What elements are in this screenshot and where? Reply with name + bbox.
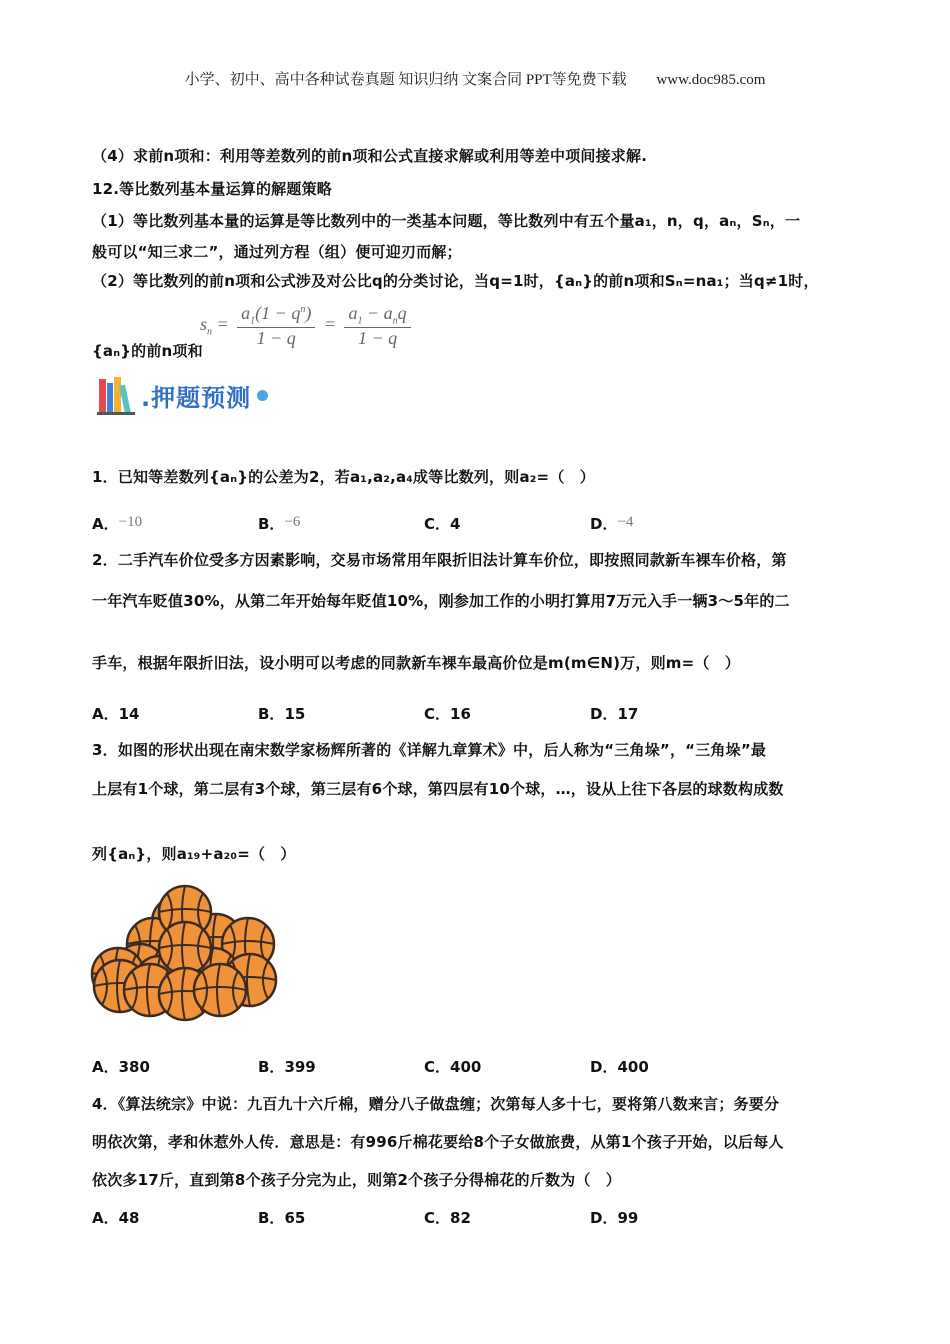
intro-item4: （4）求前n项和：利用等差数列的前n项和公式直接求解或利用等差中项间接求解. [92,147,648,165]
question-2-line2: 一年汽车贬值30%，从第二年开始每年贬值10%，刚参加工作的小明打算用7万元入手一辆3～5年的二 [92,592,790,610]
question-4-line2: 明依次第，孝和休惹外人传．意思是：有996斤棉花要给8个子女做旅费，从第1个孩子开始，以后每人 [92,1133,784,1151]
section12-p2-line2: {aₙ}的前n项和 [92,342,203,360]
q3-option-d[interactable]: D．400 [590,1058,649,1076]
q3-option-b[interactable]: B．399 [258,1058,316,1076]
q4-option-a[interactable]: A．48 [92,1209,140,1227]
section12-p1-line1: （1）等比数列基本量的运算是等比数列中的一类基本问题，等比数列中有五个量a₁，n，q，aₙ，Sₙ，一 [92,212,801,230]
header-title: 小学、初中、高中各种试卷真题 知识归纳 文案合同 PPT等免费下载 [184,72,627,88]
q1-option-d[interactable]: D．−4 [590,514,634,533]
section12-p1-line2: 般可以“知三求二”，通过列方程（组）便可迎刃而解； [92,243,462,261]
q4-option-c[interactable]: C．82 [424,1209,471,1227]
q3-option-c[interactable]: C．400 [424,1058,482,1076]
q2-option-c[interactable]: C．16 [424,705,471,723]
q4-option-d[interactable]: D．99 [590,1209,639,1227]
banner-label: .押题预测 [141,383,252,412]
question-2-line1: 2．二手汽车价位受多方因素影响，交易市场常用年限折旧法计算车价位，即按照同款新车裸车价格，第 [92,551,787,569]
triangular-ball-pile-image [88,882,283,1040]
books-icon [97,375,135,415]
q4-option-b[interactable]: B．65 [258,1209,306,1227]
question-4-line3: 依次多17斤，直到第8个孩子分完为止，则第2个孩子分得棉花的斤数为（ ） [92,1171,621,1189]
question-3-line3: 列{aₙ}，则a₁₉+a₂₀=（ ） [92,845,296,863]
header-site[interactable]: www.doc985.com [656,72,766,88]
question-2-line3: 手车，根据年限折旧法，设小明可以考虑的同款新车裸车最高价位是m(m∈N)万，则m=（ ） [92,654,740,672]
q3-option-a[interactable]: A．380 [92,1058,150,1076]
question-1-stem: 1．已知等差数列{aₙ}的公差为2，若a₁,a₂,a₄成等比数列，则a₂=（ ） [92,468,595,486]
page-header [0,68,950,89]
question-4-line1: 4．《算法统宗》中说：九百九十六斤棉，赠分八子做盘缠；次第每人多十七，要将第八数来言；务要分 [92,1095,780,1113]
q1-option-a[interactable]: A．−10 [92,514,143,533]
q2-option-d[interactable]: D．17 [590,705,639,723]
question-3-line2: 上层有1个球，第二层有3个球，第三层有6个球，第四层有10个球，…，设从上往下各层的球数构成数 [92,780,784,798]
banner-dot-icon [257,390,268,401]
prediction-banner [97,374,268,416]
section12-title: 12.等比数列基本量运算的解题策略 [92,180,332,198]
q2-option-b[interactable]: B．15 [258,705,306,723]
geometric-sum-formula: $s_n$ = $\frac{a_1(1 - q^n)}{1 - q}$ = $\frac{a_1 - a_nq}{1 - q}$ [200,303,415,349]
q2-option-a[interactable]: A．14 [92,705,140,723]
q1-option-b[interactable]: B．−6 [258,514,301,533]
question-3-line1: 3．如图的形状出现在南宋数学家杨辉所著的《详解九章算术》中，后人称为“三角垛”，“三角垛”最 [92,741,767,759]
section12-p2-line1: （2）等比数列的前n项和公式涉及对公比q的分类讨论，当q=1时，{aₙ}的前n项和Sₙ=na₁；当q≠1时， [92,272,819,290]
q1-option-c[interactable]: C．4 [424,515,461,533]
